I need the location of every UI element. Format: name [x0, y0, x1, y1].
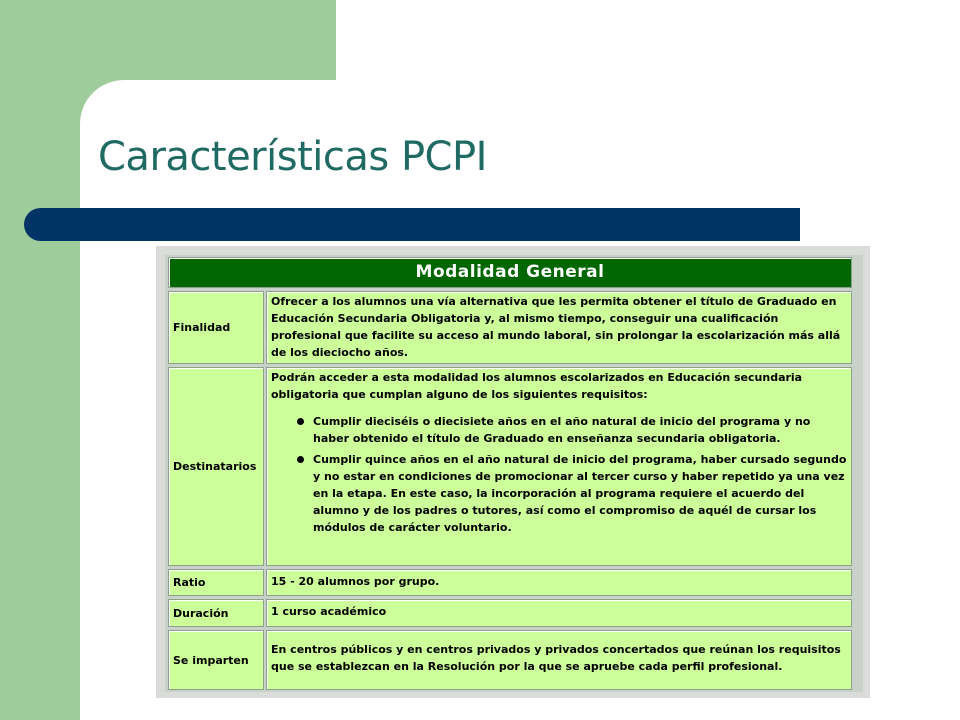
- list-item: [295, 451, 847, 536]
- title-underline-bar: [24, 208, 800, 241]
- slide-title: Características PCPI: [98, 134, 487, 180]
- row-label-destinatarios: Destinatarios: [168, 367, 264, 566]
- row-label-finalidad: Finalidad: [168, 291, 264, 364]
- requirement-text: Cumplir quince años en el año natural de inicio del programa, haber cursado segundo y no estar en condiciones de promocionar al tercer curso y haber repetido ya una vez en la etapa. En este caso, la incorporación al programa requiere el acuerdo del alumno y de los padres o tutores, así como el compromiso de aquél de cursar los módulos de carácter voluntario.: [313, 453, 847, 534]
- row-label-duracion: Duración: [168, 599, 264, 627]
- list-item: [295, 413, 847, 447]
- requirement-text: Cumplir dieciséis o diecisiete años en el año natural de inicio del programa y no haber obtenido el título de Graduado en enseñanza secundaria obligatoria.: [313, 415, 811, 445]
- requirements-list: [271, 413, 847, 536]
- row-content-se-imparten: En centros públicos y en centros privados y privados concertados que reúnan los requisitos que se establezcan en la Resolución por la que se apruebe cada perfil profesional.: [266, 630, 852, 690]
- bullet-icon: [297, 418, 304, 425]
- row-label-ratio: Ratio: [168, 569, 264, 596]
- row-label-se-imparten: Se imparten: [168, 630, 264, 690]
- bullet-icon: [297, 456, 304, 463]
- modalidad-table: [165, 255, 863, 692]
- table-image-frame: [156, 246, 870, 698]
- destinatarios-intro: Podrán acceder a esta modalidad los alumnos escolarizados en Educación secundaria obligatoria que cumplan alguno de los siguientes requisitos:: [271, 371, 803, 401]
- row-content-finalidad: Ofrecer a los alumnos una vía alternativa que les permita obtener el título de Graduado en Educación Secundaria Obligatoria y, al mismo tiempo, conseguir una cualificación profesional que facilite su acceso al mundo laboral, sin prolongar la escolarización más allá de los dieciocho años.: [266, 291, 852, 364]
- row-content-ratio: 15 - 20 alumnos por grupo.: [266, 569, 852, 596]
- row-content-duracion: 1 curso académico: [266, 599, 852, 627]
- row-content-destinatarios: [266, 367, 852, 566]
- table-header: Modalidad General: [168, 257, 852, 288]
